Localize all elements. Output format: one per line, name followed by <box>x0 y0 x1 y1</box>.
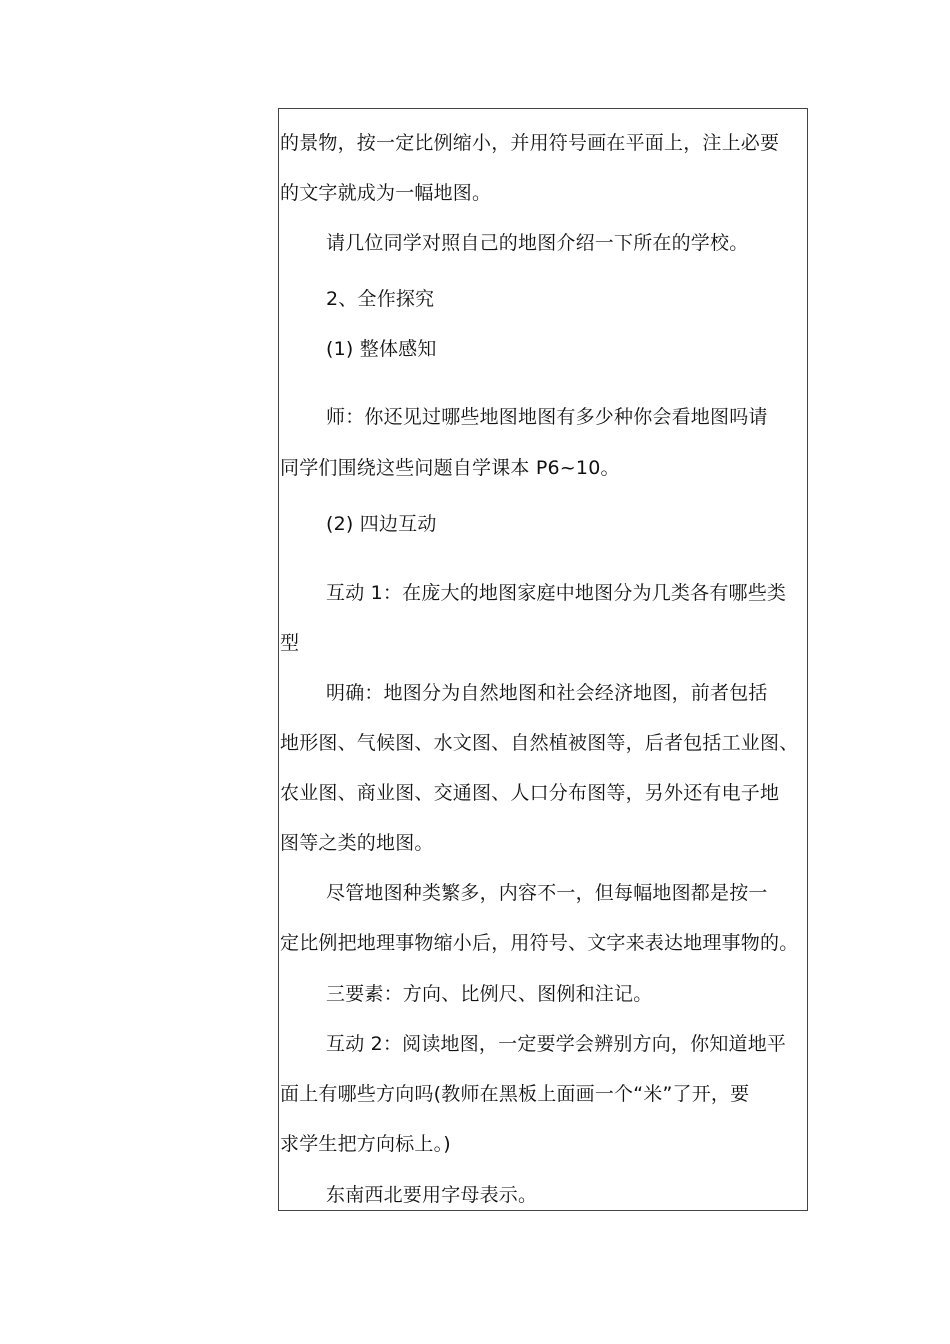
text-line: 三要素：方向、比例尺、图例和注记。 <box>326 983 653 1005</box>
subsection-heading: (2) 四边互动 <box>326 513 437 535</box>
text-line: 互动 2：阅读地图，一定要学会辨别方向，你知道地平 <box>326 1033 787 1055</box>
text-line: 的文字就成为一幅地图。 <box>280 182 492 204</box>
subsection-heading: (1) 整体感知 <box>326 338 437 360</box>
text-line: 农业图、商业图、交通图、人口分布图等，另外还有电子地 <box>280 782 780 804</box>
text-line: 图等之类的地图。 <box>280 832 434 854</box>
text-line: 请几位同学对照自己的地图介绍一下所在的学校。 <box>326 232 749 254</box>
text-line: 求学生把方向标上。) <box>280 1133 451 1155</box>
text-line: 定比例把地理事物缩小后，用符号、文字来表达地理事物的。 <box>280 932 799 954</box>
text-line: 东南西北要用字母表示。 <box>326 1184 538 1206</box>
text-line: 尽管地图种类繁多，内容不一，但每幅地图都是按一 <box>326 882 768 904</box>
text-line: 的景物，按一定比例缩小，并用符号画在平面上，注上必要 <box>280 132 780 154</box>
text-line: 面上有哪些方向吗(教师在黑板上面画一个“米”了开，要 <box>280 1083 750 1105</box>
text-line: 明确：地图分为自然地图和社会经济地图，前者包括 <box>326 682 768 704</box>
section-heading: 2、全作探究 <box>326 288 435 310</box>
text-line: 同学们围绕这些问题自学课本 P6~10。 <box>280 457 620 479</box>
text-line: 地形图、气候图、水文图、自然植被图等，后者包括工业图、 <box>280 732 799 754</box>
text-line: 互动 1：在庞大的地图家庭中地图分为几类各有哪些类 <box>326 582 787 604</box>
text-line: 型 <box>280 632 300 654</box>
text-line: 师：你还见过哪些地图地图有多少种你会看地图吗请 <box>326 406 768 428</box>
